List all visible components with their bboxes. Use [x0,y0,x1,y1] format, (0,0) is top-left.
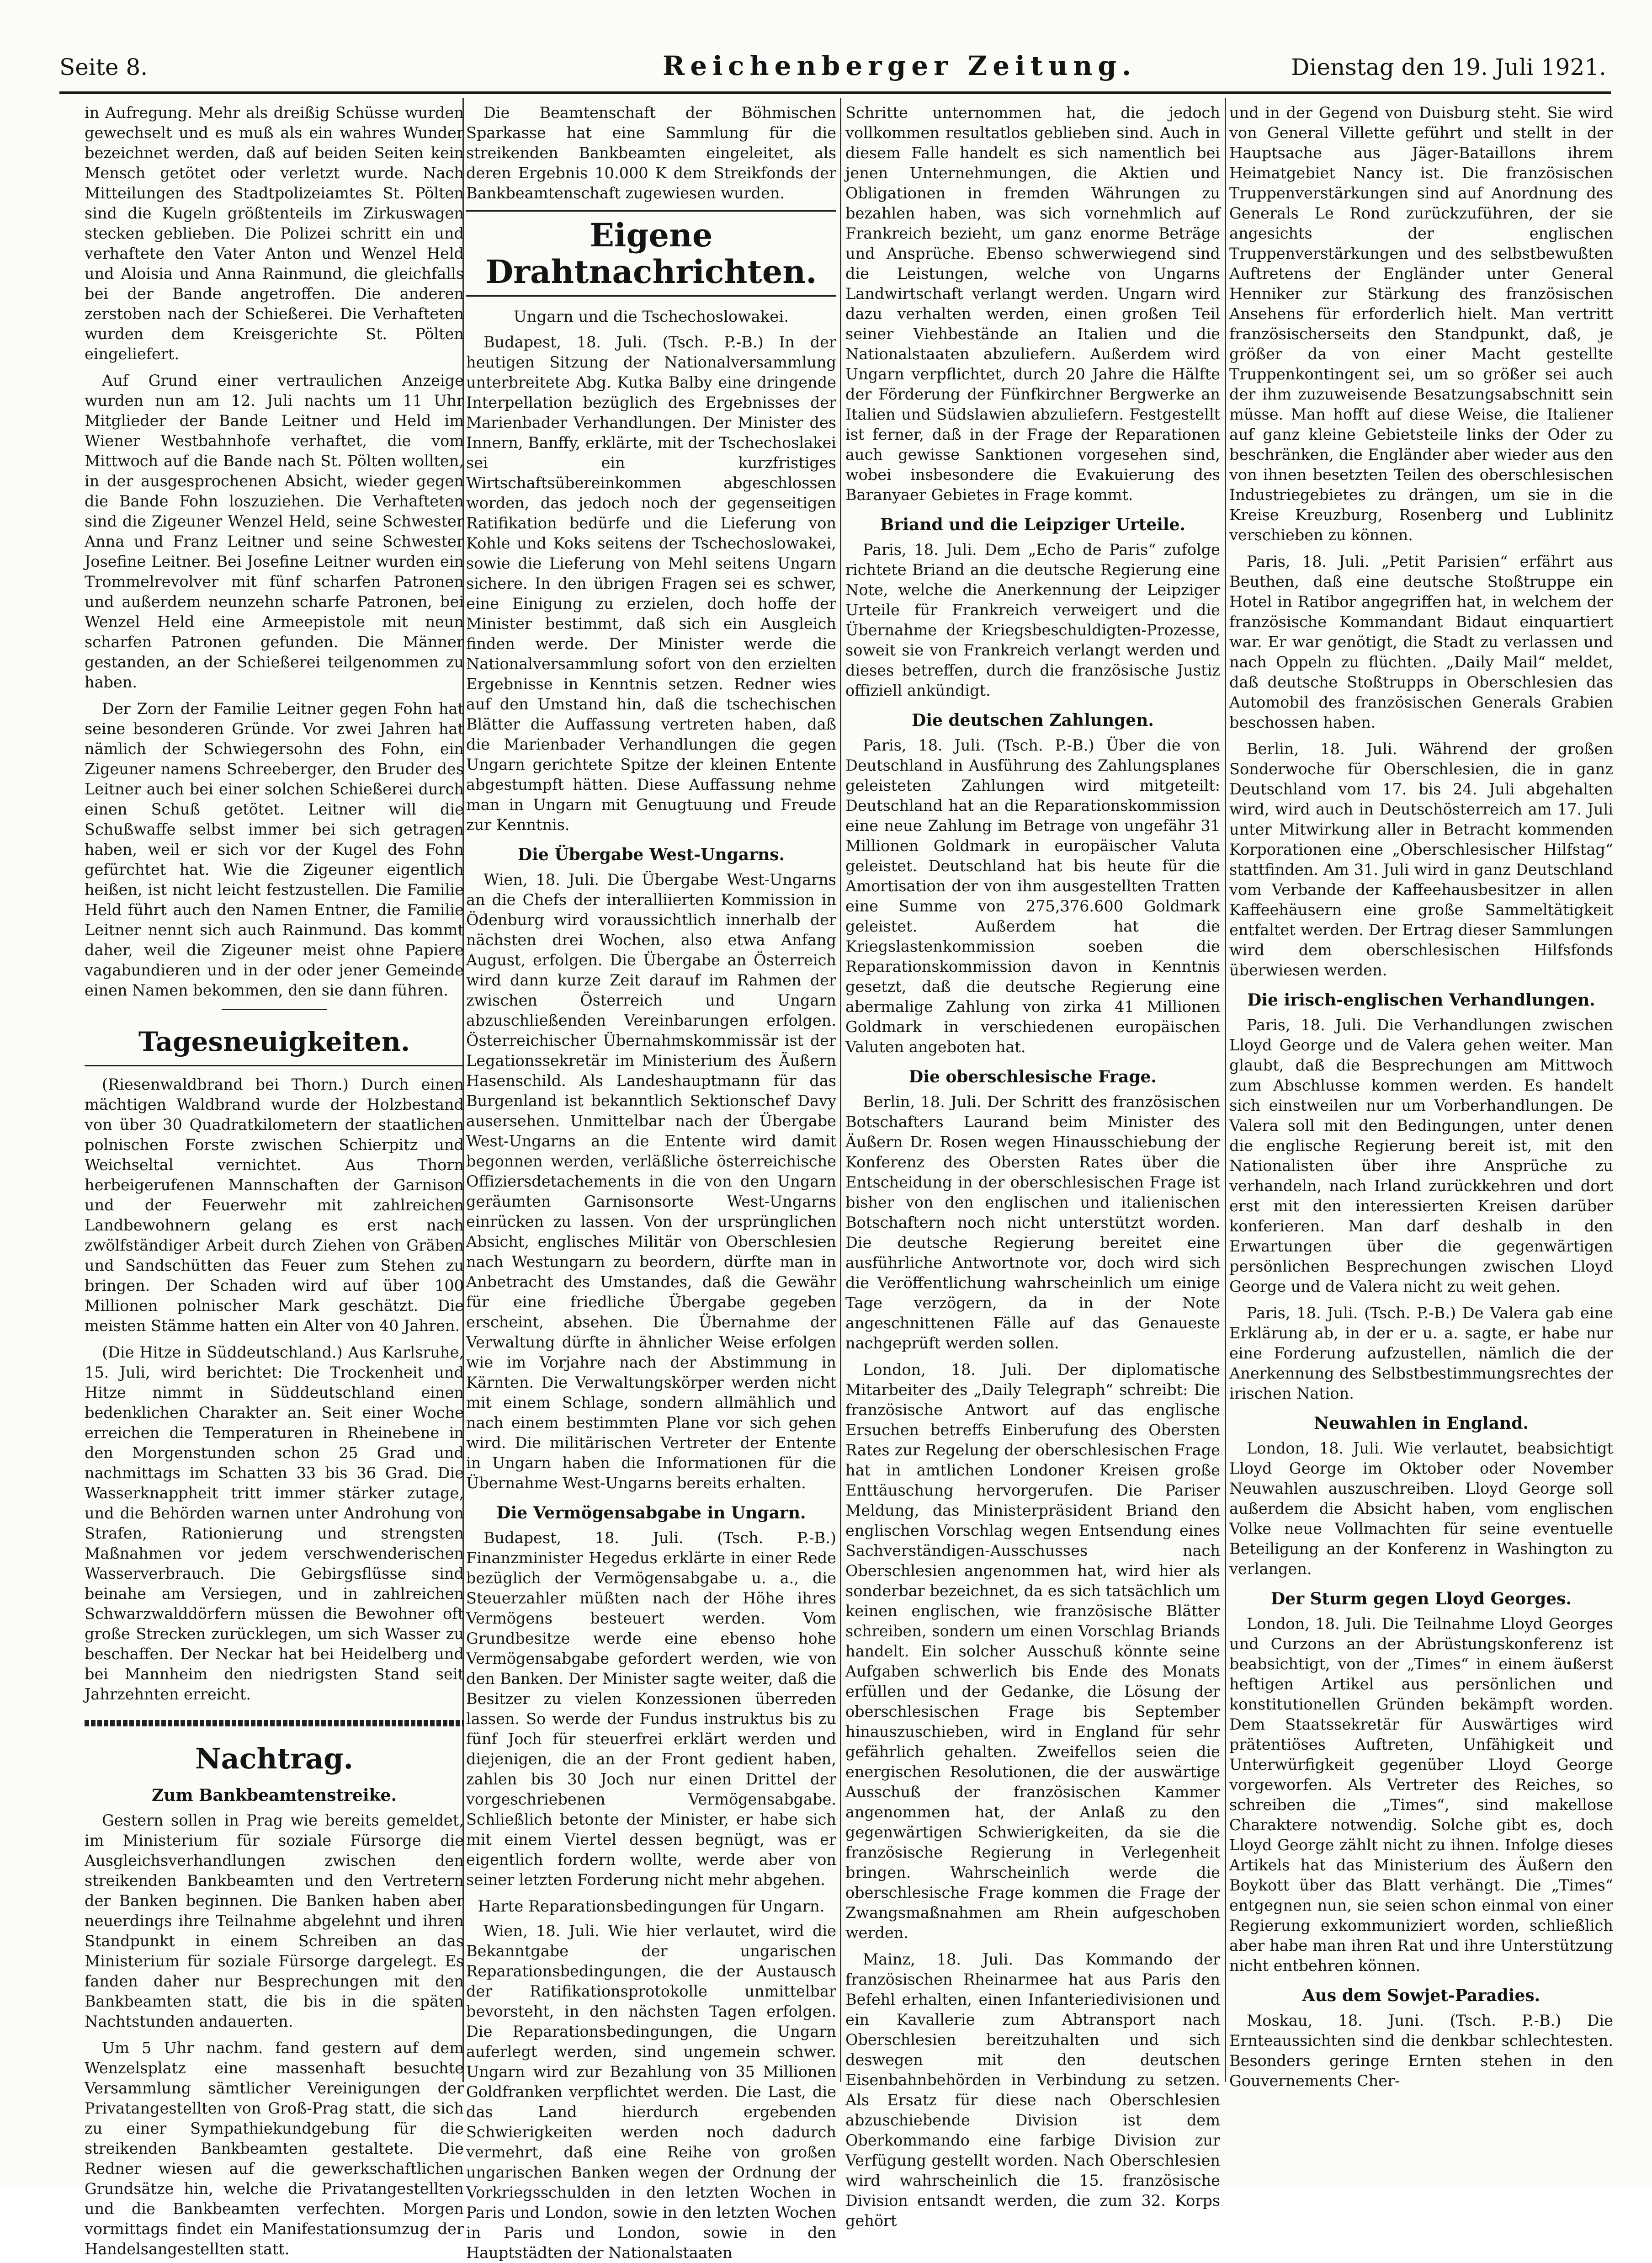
article-heading: Der Sturm gegen Lloyd Georges. [1270,1589,1572,1608]
column-rule [1225,98,1226,2082]
article-heading: Aus dem Sowjet-Paradies. [1302,1986,1540,2005]
section-banner [466,210,836,297]
article-heading: Neuwahlen in England. [1314,1414,1529,1433]
article-paragraph: Mainz, 18. Juli. Das Kommando der französischen Rheinarmee hat aus Paris den Befehl erhalten, einen Infanteriedivisionen und ein Kavallerie zum Abtransport nach Oberschlesien bereitzuhalten und sich deswegen mit den deutschen Eisenbahnbehörden in Verbindung zu setzen. Als Ersatz für diese nach Oberschlesien abzuschiebende Division ist dem Oberkommando eine farbige Division zur Verfügung gestellt worden. Nach Oberschlesien wird wahrscheinlich die 15. französische Division entsandt werden, die zum 32. Korps gehört [845,1950,1220,2230]
article-paragraph: London, 18. Juli. Der diplomatische Mitarbeiter des „Daily Telegraph“ schreibt: Die französische Antwort auf das englische Ersuchen betreffs Einberufung des Obersten Rates zur Regelung der oberschlesischen Frage hat in amtlichen Londoner Kreisen große Enttäuschung hervorgerufen. Die Pariser Meldung, das Ministerpräsident Briand den englischen Vorschlag wegen Entsendung eines Sachverständigen-Ausschusses nach Oberschlesien angenommen hat, wird hier als sonderbar bezeichnet, da es sich tatsächlich um keinen englischen, wie französische Blätter schreiben, sondern um einen Vorschlag Briands handelt. Ein solcher Ausschuß könnte seine Aufgaben schwerlich bis Ende des Monats erfüllen und der Gedanke, die Lösung der oberschlesischen Frage bis September hinauszuschieben, wird in England für sehr gefährlich gehalten. Zweifellos seien die energischen Resolutionen, die der auswärtige Ausschuß der französischen Kammer angenommen hat, der Anlaß zu den gegenwärtigen Schwierigkeiten, da sie die französische Regierung in Verlegenheit bringen. Wahrscheinlich werde die oberschlesische Frage kommen die Frage der Zwangsmaßnahmen am Rhein aufgeschoben werden. [845,1361,1220,1942]
article-paragraph: Schritte unternommen hat, die jedoch vollkommen resultatlos geblieben sind. Auch in diesem Falle handelt es sich namentlich bei jenen Unternehmungen, die Aktien und Obligationen in fremden Währungen zu bezahlen haben, was sich vornehmlich auf Frankreich bezieht, um ganz enorme Beträge und Ansprüche. Ebenso schwerwiegend sind die Leistungen, welche von Ungarns Landwirtschaft verlangt werden. Ungarn wird dazu verhalten werden, einen großen Teil seiner Viehbestände an Italien und die Nationalstaaten abzuliefern. Außerdem wird Ungarn verpflichtet, durch 20 Jahre die Hälfte der Förderung der Fünfkirchner Bergwerke an Italien und Südslawien abzuliefern. Festgestellt ist ferner, daß in der Frage der Reparationen auch gewisse Sanktionen vorgesehen sind, wobei insbesondere die Evakuierung des Baranyaer Gebietes in Frage kommt. [845,104,1220,504]
article-paragraph: Paris, 18. Juli. Dem „Echo de Paris“ zufolge richtete Briand an die deutsche Regierung eine Note, welche die Anerkennung der Leipziger Urteile für Frankreich verweigert und die Übernahme der Kriegsbeschuldigten-Prozesse, soweit sie von Frankreich verlangt werden und dieses betreffen, durch die französische Justiz offiziell ankündigt. [845,541,1220,699]
column-2 [466,103,836,2262]
article-paragraph: London, 18. Juli. Die Teilnahme Lloyd Georges und Curzons an der Abrüstungskonferenz ist beabsichtigt, von der „Times“ in einem äußerst heftigen Artikel aus persönlichen und konstitutionellen Gründen bekämpft worden. Dem Staatssekretär für Auswärtiges wird prätentiöses Auftreten, Unfähigkeit und Unterwürfigkeit gegenüber Lloyd George vorgeworfen. Als Vertreter des Reiches, so schreiben die „Times“, sind makellose Charaktere notwendig. Solche gibt es, doch Lloyd George zählt nicht zu ihnen. Infolge dieses Artikels hat das Ministerium des Äußern den Boykott über das Blatt verhängt. Die „Times“ entgegnen nun, sie seien schon einmal von einer Regierung exkommuniziert worden, schließlich aber habe man ihren Rat und ihre Unterstützung nicht entbehren können. [1229,1615,1613,1975]
article-paragraph: Gestern sollen in Prag wie bereits gemeldet, im Ministerium für soziale Fürsorge die Ausgleichsverhandlungen zwischen den streikenden Bankbeamten und den Vertretern der Banken beginnen. Die Banken haben aber neuerdings ihre Teilnahme abgelehnt und ihren Standpunkt in einem Schreiben an das Ministerium für soziale Fürsorge dargelegt. Es fanden daher nur Besprechungen mit den Bankbeamten statt, die bis in die späten Nachtstunden andauerten. [85,1811,464,2030]
article-paragraph: Berlin, 18. Juli. Während der großen Sonderwoche für Oberschlesien, die in ganz Deutschland vom 17. bis 24. Juli abgehalten wird, wird auch in Deutschösterreich am 17. Juli unter Mitwirkung aller in Betracht kommenden Korporationen eine „Oberschlesischer Hilfstag“ stattfinden. Am 31. Juli wird in ganz Deutschland vom Verbande der Kaffeehausbesitzer in allen Kaffeehäusern eine große Sammeltätigkeit entfaltet werden. Der Ertrag dieser Sammlungen wird dem oberschlesischen Hilfsfonds überwiesen werden. [1229,740,1613,979]
article-heading: Die oberschlesische Frage. [909,1067,1157,1086]
article-paragraph: Berlin, 18. Juli. Der Schritt des französischen Botschafters Laurand beim Minister des Äußern Dr. Rosen wegen Hinausschiebung der Konferenz des Obersten Rates über die Entscheidung in der oberschlesischen Frage ist bisher von den englischen und italienischen Botschaftern noch nicht unterstützt worden. Die deutsche Regierung bereitet eine ausführliche Antwortnote vor, doch wird sich die Veröffentlichung wahrscheinlich um einige Tage verzögern, da in der Note angeschnittenen Fälle auf das Genaueste nachgeprüft werden sollen. [845,1093,1220,1352]
article-paragraph: Paris, 18. Juli. (Tsch. P.-B.) De Valera gab eine Erklärung ab, in der er u. a. sagte, er habe nur eine Forderung aufzustellen, nämlich die der Anerkennung des Selbstbestimmungsrechtes der irischen Nation. [1229,1304,1613,1402]
article-paragraph: London, 18. Juli. Wie verlautet, beabsichtigt Lloyd George im Oktober oder November Neuwahlen auszuschreiben. Lloyd George soll außerdem die Absicht haben, vom englischen Volke neue Vollmachten für seine eventuelle Beteiligung an der Konferenz in Washington zu verlangen. [1229,1439,1613,1578]
page-number: Seite 8. [59,54,148,80]
article-paragraph: Paris, 18. Juli. „Petit Parisien“ erfährt aus Beuthen, daß eine deutsche Stoßtruppe ein Hotel in Ratibor angegriffen hat, in welchem der französische Kommandant Bidaut einquartiert war. Er war genötigt, die Stadt zu verlassen und nach Oppeln zu flüchten. „Daily Mail“ meldet, daß deutsche Stoßtrupps in Oberschlesien das Automobil des französischen Generals Grabien beschossen haben. [1229,553,1613,731]
article-paragraph: Budapest, 18. Juli. (Tsch. P.-B.) Finanzminister Hegedus erklärte in einer Rede bezüglich der Vermögensabgabe u. a., die Steuerzahler müßten nach der Höhe ihres Vermögens besteuert werden. Vom Grundbesitze werde eine ebenso hohe Vermögensabgabe gefordert werden, wie von den Banken. Der Minister sagte weiter, daß die Besitzer zu vielen Konzessionen überreden lassen. So werde der Fundus instruktus bis zu fünf Joch für steuerfrei erklärt werden und diejenigen, die an der Front gedient haben, zahlen bis 30 Joch nur einen Drittel der vorgeschriebenen Vermögensabgabe. Schließlich betonte der Minister, er habe sich mit einem Viertel dessen begnügt, was er eigentlich fordern wollte, werde aber von seiner letzten Forderung nicht mehr abgehen. [466,1529,836,1889]
news-item: (Riesenwaldbrand bei Thorn.) Durch einen mächtigen Waldbrand wurde der Holzbestand von über 30 Quadratkilometern der staatlichen polnischen Forste zwischen Schierpitz und Weichseltal vernichtet. Aus Thorn herbeigerufenen Mannschaften der Garnison und der Feuerwehr mit zahlreichen Landbewohnern gelang es erst nach zwölfständiger Arbeit durch Ziehen von Gräben und Sandschütten das Feuer zum Stehen zu bringen. Der Schaden wird auf über 100 Millionen polnischer Mark geschätzt. Die meisten Stämme hatten ein Alter von 40 Jahren. [85,1076,464,1335]
article-paragraph: Die Beamtenschaft der Böhmischen Sparkasse hat eine Sammlung für die streikenden Bankbeamten eingeleitet, als deren Ergebnis 10.000 K dem Streikfonds der Bankbeamtenschaft zugewiesen wurden. [466,104,836,202]
article-heading: Die deutschen Zahlungen. [912,711,1154,730]
article-paragraph: Budapest, 18. Juli. (Tsch. P.-B.) In der heutigen Sitzung der Nationalversammlung unterbreitete Abg. Kutka Balby eine dringende Interpellation bezüglich des Ergebnisses der Marienbader Verhandlungen. Der Minister des Innern, Banffy, erklärte, mit der Tschechoslakei sei ein kurzfristiges Wirtschaftsübereinkommen abgeschlossen worden, das jedoch noch der gegenseitigen Ratifikation bedürfe und die Lieferung von Kohle und Koks seitens der Tschechoslowakei, sowie die Lieferung von Mehl seitens Ungarn sichere. In den übrigen Fragen sei es schwer, eine Einigung zu erzielen, doch hoffe der Minister bestimmt, daß sich ein Ausgleich finden werde. Der Minister werde die Nationalversammlung sofort von den erzielten Ergebnisse in Kenntnis setzen. Redner wies auf den Umstand hin, daß die tschechischen Blätter die Auffassung vertreten haben, daß die Marienbader Verhandlungen die gegen Ungarn gerichtete Spitze der kleinen Entente abgestumpft hätten. Diese Auffassung nehme man in Ungarn mit Genugtuung und Freude zur Kenntnis. [466,333,836,834]
ornamental-divider [85,1720,464,1726]
article-heading: Die Vermögensabgabe in Ungarn. [496,1503,806,1523]
article-heading: Ungarn und die Tschechoslowakei. [513,308,789,326]
masthead-rule [59,91,1611,94]
article-heading: Harte Reparationsbedingungen für Ungarn. [478,1897,825,1916]
newspaper-title: Reichenberger Zeitung. [663,50,1137,81]
article-paragraph: Wien, 18. Juli. Wie hier verlautet, wird die Bekanntgabe der ungarischen Reparationsbedingungen, die der Austausch der Ratifikationsprotokolle unmittelbar bevorsteht, in den nächsten Tagen erfolgen. Die Reparationsbedingungen, die Ungarn auferlegt werden, sind ungemein schwer. Ungarn wird zur Bezahlung von 35 Millionen Goldfranken verpflichtet werden. Die Last, die das Land hierdurch ergebenden Schwierigkeiten werden noch dadurch vermehrt, daß eine Reihe von großen ungarischen Banken wegen der Ordnung der Vorkriegsschulden in den letzten Wochen in Paris und London, sowie in den letzten Wochen in Paris und London, sowie in den Hauptstädten der Nationalstaaten [466,1922,836,2262]
column-4 [1229,103,1613,2090]
article-paragraph: Moskau, 18. Juni. (Tsch. P.-B.) Die Ernteaussichten sind die denkbar schlechtesten. Besonders geringe Ernten stehen in den Gouvernements Cher- [1229,2012,1613,2090]
news-item: (Die Hitze in Süddeutschland.) Aus Karlsruhe, 15. Juli, wird berichtet: Die Trockenheit und Hitze nimmt in Süddeutschland einen bedenklichen Charakter an. Seit einer Woche erreichen die Temperaturen in Rheinebene in den Morgenstunden schon 25 Grad und nachmittags im Schatten 33 bis 36 Grad. Die Wasserknappheit tritt immer stärker zutage, und die Behörden warnen unter Androhung von Strafen, Rationierung und strengsten Maßnahmen vor jedem verschwenderischen Wasserverbrauch. Die Gebirgsflüsse sind beinahe am Versiegen, und in zahlreichen Schwarzwalddörfern müssen die Bewohner oft große Strecken zurücklegen, um sich Wasser zu beschaffen. Der Neckar hat bei Heidelberg und bei Mannheim den niedrigsten Stand seit Jahrzehnten erreicht. [85,1343,464,1703]
article-paragraph: Der Zorn der Familie Leitner gegen Fohn hat seine besonderen Gründe. Vor zwei Jahren hat nämlich der Schwiegersohn des Fohn, ein Zigeuner namens Schreeberger, den Bruder des Leitner auch bei einer solchen Schießerei durch einen Schuß getötet. Leitner will die Schußwaffe selbst immer bei sich getragen haben, weil er sich vor der Kugel des Fohn gefürchtet hat. Wie die Zigeuner eigentlich heißen, ist nicht leicht festzustellen. Die Familie Held führt auch den Namen Entner, die Familie Leitner nennt sich auch Rainmund. Das kommt daher, weil die Zigeuner meist ohne Papiere vagabundieren und in der oder jener Gemeinde einen Namen bekommen, den sie dann führen. [85,700,464,999]
column-3 [845,103,1220,2230]
article-heading: Die Übergabe West-Ungarns. [517,845,785,864]
article-paragraph: und in der Gegend von Duisburg steht. Sie wird von General Villette geführt und stellt in der Hauptsache aus Jäger-Bataillons ihrem Heimatgebiet Nancy ist. Die französischen Truppenverstärkungen sind auf Anordnung des Generals Le Rond zurückzuführen, der sie angesichts der englischen Truppenverstärkungen und des selbstbewußten Auftretens der Engländer unter General Henniker zur Stärkung des französischen Ansehens für erforderlich hielt. Man vertritt französischerseits den Standpunkt, daß, je größer da von einer Macht gestellte Truppenkontingent sei, um so größer sei auch der ihm zuzuweisende Besatzungsabschnitt sein müsse. Man hofft auf diese Weise, die Italiener auf ganz kleine Gebietsteile links der Oder zu beschränken, die Engländer aber wieder aus den von ihnen besetzten Teilen des oberschlesischen Industriegebietes zu drängen, um sie in die Kreise Kreuzburg, Rosenberg und Lublinitz verschieben zu können. [1229,104,1613,544]
article-heading: Zum Bankbeamtenstreike. [152,1786,397,1805]
article-paragraph: Paris, 18. Juli. (Tsch. P.-B.) Über die von Deutschland in Ausführung des Zahlungsplanes geleisteten Zahlungen wird mitgeteilt: Deutschland hat an die Reparationskommission eine neue Zahlung im Betrage von ungefähr 31 Millionen Goldmark in europäischer Valuta geleistet. Deutschland hat bis heute für die Amortisation der von ihm ausgestellten Tratten eine Summe von 275,376.600 Goldmark geleistet. Außerdem hat die Kriegslastenkommission soeben die Reparationskommission davon in Kenntnis gesetzt, daß die deutsche Regierung eine abermalige Zahlung von zirka 41 Millionen Goldmark in verschiedenen europäischen Valuten angeboten hat. [845,736,1220,1056]
article-paragraph: Paris, 18. Juli. Die Verhandlungen zwischen Lloyd George und de Valera gehen weiter. Man glaubt, daß die Besprechungen am Mittwoch zum Abschlusse kommen werden. Es handelt sich einstweilen nur um Vorberhandlungen. De Valera soll mit den Bedingungen, unter denen die englische Regierung bereit ist, mit den Nationalisten über ihre Ansprüche zu verhandeln, nach Irland zurückkehren und dort erst mit den interessierten Kreisen darüber konferieren. Man darf deshalb in den Erwartungen über die gegenwärtigen persönlichen Besprechungen zwischen Lloyd George und de Valera nicht zu weit gehen. [1229,1016,1613,1295]
column-1 [85,103,464,2258]
article-heading: Briand und die Leipziger Urteile. [880,515,1186,534]
article-paragraph: in Aufregung. Mehr als dreißig Schüsse wurden gewechselt und es muß als ein wahres Wunder bezeichnet werden, daß auf beiden Seiten kein Mensch getötet oder verletzt wurde. Nach Mitteilungen des Stadtpolizeiamtes St. Pölten sind die Kugeln größtenteils im Zirkuswagen stecken geblieben. Die Polizei schritt ein und verhaftete den Vater Anton und Wenzel Held und Aloisia und Anna Rainmund, die gleichfalls bei der Bande angetroffen. Die anderen zerstoben nach der Schießerei. Die Verhafteten wurden dem Kreisgerichte St. Pölten eingeliefert. [85,104,464,363]
column-rule [840,98,841,2082]
article-paragraph: Um 5 Uhr nachm. fand gestern auf dem Wenzelsplatz eine massenhaft besuchte Versammlung sämtlicher Vereinigungen der Privatangestellten von Groß-Prag statt, die sich zu einer Sympathiekundgebung für die streikenden Bankbeamten gestaltete. Die Redner wiesen auf die gewerkschaftlichen Grundsätze hin, welche die Privatangestellten und die Bankbeamten verfechten. Morgen vormittags findet ein Manifestationsumzug der Handelsangestellten statt. [85,2039,464,2258]
article-paragraph: Auf Grund einer vertraulichen Anzeige wurden nun am 12. Juli nachts um 11 Uhr Mitglieder der Bande Leitner und Held im Wiener Westbahnhofe verhaftet, die vom Mittwoch auf die Bande nach St. Pölten wollten, in der ausgesprochenen Absicht, wieder gegen die Bande Fohn loszuziehen. Die Verhafteten sind die Zigeuner Wenzel Held, seine Schwester Anna und Franz Leitner und seine Schwester Josefine Leitner. Bei Josefine Leitner wurden ein Trommelrevolver mit fünf scharfen Patronen und außerdem neunzehn scharfe Patronen, bei Wenzel Held eine Armeepistole mit neun scharfen Patronen gefunden. Die Männer gestanden, an der Schießerei teilgenommen zu haben. [85,372,464,691]
divider [222,1009,327,1010]
issue-date: Dienstag den 19. Juli 1921. [1291,54,1606,80]
masthead [32,50,1620,87]
divider [85,1065,464,1066]
section-heading: Nachtrag. [195,1742,354,1775]
article-paragraph: Wien, 18. Juli. Die Übergabe West-Ungarns an die Chefs der interalliierten Kommission in Ödenburg wird voraussichtlich innerhalb der nächsten drei Wochen, also etwa Anfang August, erfolgen. Die Übergabe an Österreich wird dann kurze Zeit darauf im Rahmen der zwischen Österreich und Ungarn abzuschließenden Vereinbarungen erfolgen. Österreichischer Übernahmskommissär ist der Legationssekretär im Ministerium des Äußern Hasenschild. Als Landeshauptmann für das Burgenland ist bekanntlich Sektionschef Davy ausersehen. Unmittelbar nach der Übergabe West-Ungarns an die Entente wird damit begonnen werden, verläßliche österreichische Offiziersdetachements in die von den Ungarn geräumten Garnisonsorte West-Ungarns einrücken zu lassen. Von der ursprünglichen Absicht, englisches Militär von Oberschlesien nach Westungarn zu beordern, dürfte man in Anbetracht des Umstandes, daß die Gewähr für eine friedliche Übergabe gegeben erscheint, absehen. Die Übernahme der Verwaltung dürfte in ähnlicher Weise erfolgen wie im Vorjahre nach der Abstimmung in Kärnten. Die Verwaltungskörper werden nicht mit einem Schlage, sondern allmählich und nach einem bestimmten Plane vor sich gehen wird. Die militärischen Vertreter der Entente in Ungarn haben die Informationen für die Übernahme West-Ungarns bereits erhalten. [466,871,836,1492]
section-heading: Tagesneuigkeiten. [138,1026,410,1057]
section-heading: Eigene Drahtnachrichten. [485,216,817,291]
article-heading: Die irisch-englischen Verhandlungen. [1247,990,1595,1010]
